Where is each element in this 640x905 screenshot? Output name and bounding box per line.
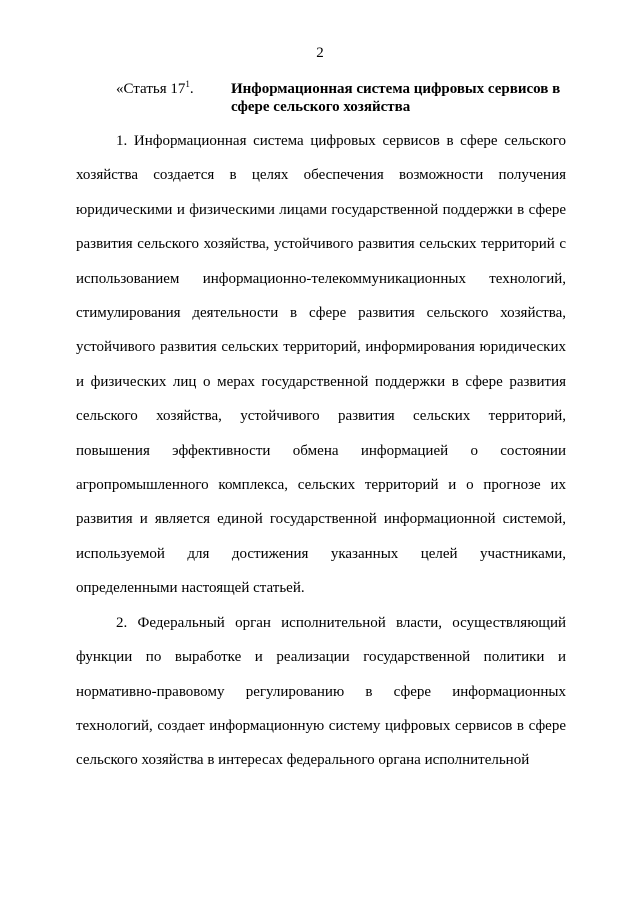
page-number: 2 (316, 45, 324, 61)
paragraph-2: 2. Федеральный орган исполнительной власти, осуществляющий функции по выработке и реализации государственной политики и нормативно-правовому регулированию в сфере информационных технологий, создает информационную систему цифровых сервисов в сфере сельского хозяйства в интересах федерального органа исполнительной (76, 614, 566, 769)
article-label-superscript: 1 (185, 79, 190, 89)
article-label (116, 80, 194, 98)
paragraph-1: 1. Информационная система цифровых сервисов в сфере сельского хозяйства создается в целях обеспечения возможности получения юридическими и физическими лицами государственной поддержки в сфере развития сельского хозяйства, устойчивого развития сельских территорий с использованием информационно-телекоммуникационных технологий, стимулирования деятельности в сфере развития сельского хозяйства, устойчивого развития сельских территорий, информирования юридических и физических лиц о мерах государственной поддержки в сфере развития сельского хозяйства, устойчивого развития сельских территорий, повышения эффективности обмена информацией о состоянии агропромышленного комплекса, сельских территорий и о прогнозе их развития и является единой государственной информационной системой, используемой для достижения указанных целей участниками, определенными настоящей статьей. (76, 133, 566, 597)
article-label-prefix: «Статья 17 (116, 81, 186, 97)
article-body (76, 124, 566, 778)
article-title: Информационная система цифровых сервисов в сфере сельского хозяйства (231, 81, 561, 115)
article-label-suffix: . (189, 81, 194, 97)
